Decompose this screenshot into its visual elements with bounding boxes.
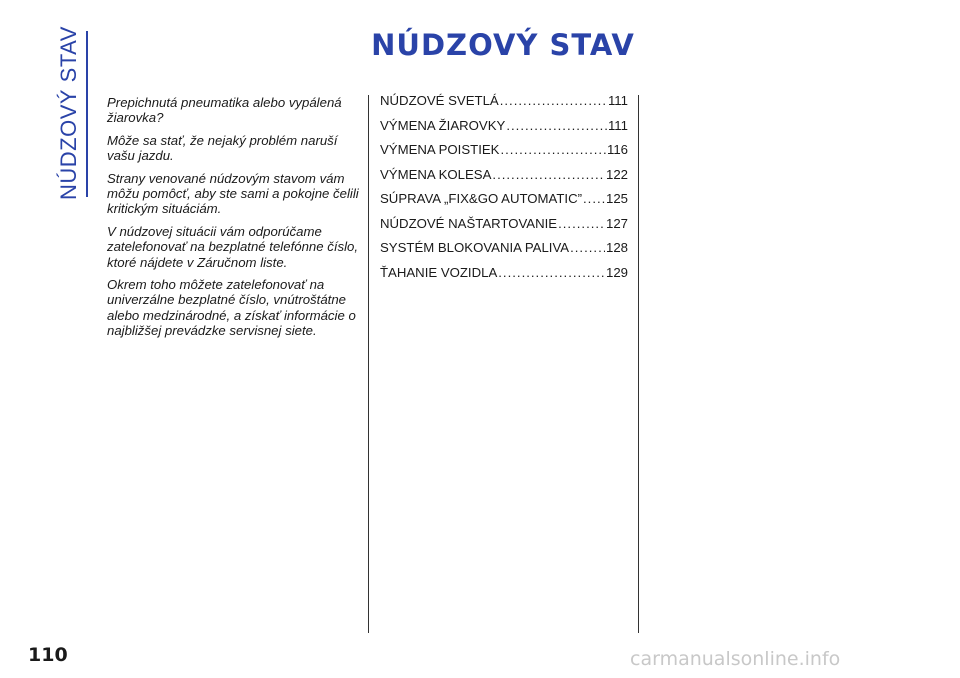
toc-entry-label: SYSTÉM BLOKOVANIA PALIVA <box>380 240 570 255</box>
toc-entry-page: 122 <box>605 166 628 182</box>
watermark: carmanualsonline.info <box>630 648 841 670</box>
toc-leader-dots <box>500 93 607 108</box>
page-title: NÚDZOVÝ STAV <box>371 28 635 62</box>
intro-paragraph: V núdzovej situácii vám odporúčame zatelefonovať na bezplatné telefónne číslo, ktoré nájdete v Záručnom liste. <box>107 223 359 270</box>
table-of-contents <box>380 93 628 289</box>
toc-entry-label: VÝMENA ŽIAROVKY <box>380 117 506 133</box>
toc-leader-dots <box>583 191 605 206</box>
sidebar-chapter-title: NÚDZOVÝ STAV <box>56 26 81 200</box>
toc-entry-label: VÝMENA POISTIEK <box>380 142 500 157</box>
toc-entry-page: 125 <box>605 191 628 206</box>
toc-leader-dots <box>506 118 607 133</box>
toc-leader-dots <box>558 216 605 231</box>
toc-entry-wheel-replacement[interactable] <box>380 167 628 192</box>
toc-entry-label: VÝMENA KOLESA <box>380 166 492 182</box>
toc-entry-fix-and-go-kit[interactable] <box>380 191 628 216</box>
toc-entry-label: SÚPRAVA „FIX&GO AUTOMATIC” <box>380 191 582 206</box>
toc-entry-fuel-cutoff-system[interactable] <box>380 240 628 265</box>
toc-entry-page: 111 <box>607 93 628 108</box>
toc-entry-emergency-lights[interactable] <box>380 93 628 118</box>
toc-entry-page: 116 <box>606 142 628 157</box>
toc-entry-label: ŤAHANIE VOZIDLA <box>380 264 498 280</box>
toc-leader-dots <box>500 142 606 157</box>
page-number: 110 <box>28 644 68 666</box>
intro-paragraph: Prepichnutá pneumatika alebo vypálená žiarovka? <box>107 95 342 126</box>
intro-paragraph: Môže sa stať, že nejaký problém naruší vašu jazdu. <box>107 132 338 164</box>
intro-paragraph: Strany venované núdzovým stavom vám môžu pomôcť, aby ste sami a pokojne čelili kritickým situáciám. <box>107 170 359 217</box>
intro-paragraph: Okrem toho môžete zatelefonovať na univerzálne bezplatné číslo, vnútroštátne alebo medzinárodné, a získať informácie o najbližšej prevádzke servisnej siete. <box>107 277 356 339</box>
toc-entry-label: NÚDZOVÉ NAŠTARTOVANIE <box>380 215 558 231</box>
toc-leader-dots <box>492 167 605 182</box>
toc-entry-page: 127 <box>605 215 628 231</box>
toc-entry-page: 129 <box>605 264 628 280</box>
column-divider-right <box>638 95 639 633</box>
toc-entry-fuse-replacement[interactable] <box>380 142 628 167</box>
toc-entry-label: NÚDZOVÉ SVETLÁ <box>380 93 499 108</box>
toc-leader-dots <box>570 240 605 255</box>
toc-entry-page: 111 <box>607 117 628 133</box>
toc-entry-bulb-replacement[interactable] <box>380 118 628 143</box>
toc-entry-page: 128 <box>605 240 628 255</box>
intro-text <box>107 95 362 346</box>
toc-leader-dots <box>498 265 605 280</box>
toc-entry-emergency-start[interactable] <box>380 216 628 241</box>
toc-entry-vehicle-towing[interactable] <box>380 265 628 290</box>
sidebar-rule <box>86 31 88 197</box>
column-divider-left <box>368 95 369 633</box>
